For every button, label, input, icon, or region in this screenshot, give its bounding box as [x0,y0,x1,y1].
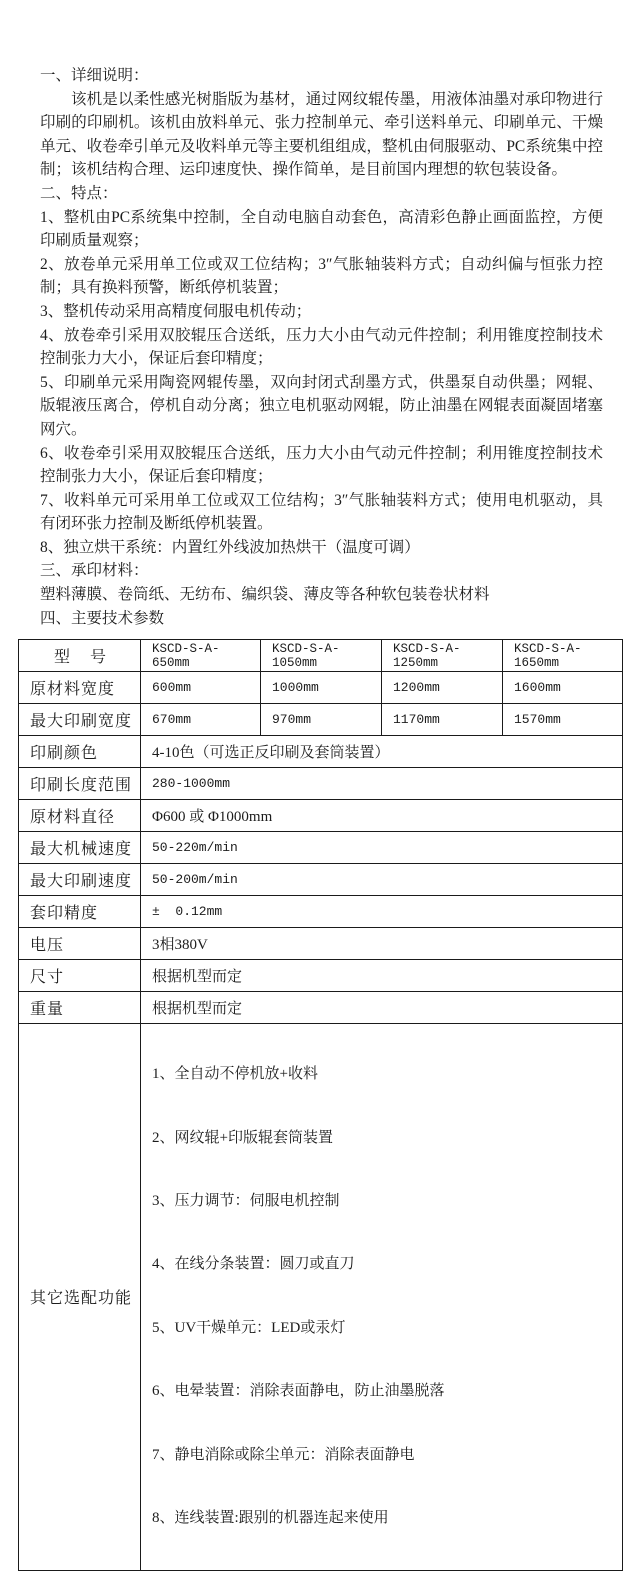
value-cell: 1000mm [261,672,382,704]
row-label: 印刷颜色 [19,736,141,768]
row-label: 其它选配功能 [19,1024,141,1570]
value-cell: Φ600 或 Φ1000mm [141,800,623,832]
feature-item-7: 7、收料单元可采用单工位或双工位结构；3″气胀轴装料方式；使用电机驱动，具有闭环张力控制及断纸停机装置。 [40,491,603,533]
model-cell-4: KSCD-S-A-1650mm [503,640,623,672]
row-label: 原材料宽度 [19,672,141,704]
document-body [40,64,603,630]
value-cell: 4-10色（可选正反印刷及套筒装置） [141,736,623,768]
table-row-print-length [19,768,623,800]
option-item-8: 8、连线装置:跟别的机器连起来使用 [152,1510,389,1527]
feature-item-8: 8、独立烘干系统：内置红外线波加热烘干（温度可调） [40,538,420,556]
option-item-4: 4、在线分条装置：圆刀或直刀 [152,1256,355,1273]
spec-table [18,639,623,1570]
feature-item-3: 3、整机传动采用高精度伺服电机传动； [40,302,312,320]
table-row-max-print-speed [19,864,623,896]
value-cell: 根据机型而定 [141,992,623,1024]
row-label: 尺寸 [19,960,141,992]
row-label: 最大印刷宽度 [19,704,141,736]
table-header-row [19,640,623,672]
section-4-heading: 四、主要技术参数 [40,609,165,627]
feature-item-6: 6、收卷牵引采用双胶辊压合送纸，压力大小由气动元件控制；利用锥度控制技术控制张力大小，保证后套印精度； [40,444,603,486]
row-label: 电压 [19,928,141,960]
feature-item-4: 4、放卷牵引采用双胶辊压合送纸，压力大小由气动元件控制；利用锥度控制技术控制张力大小，保证后套印精度； [40,326,603,368]
options-cell [141,1024,623,1570]
section-1-heading: 一、详细说明： [40,67,149,84]
value-cell: 根据机型而定 [141,960,623,992]
row-label: 最大机械速度 [19,832,141,864]
model-cell-2: KSCD-S-A-1050mm [261,640,382,672]
value-cell: 600mm [141,672,261,704]
table-row-material-diameter [19,800,623,832]
option-item-2: 2、网纹辊+印版辊套筒装置 [152,1129,333,1146]
value-cell: 50-200m/min [141,864,623,896]
table-row-dimensions [19,960,623,992]
row-label: 最大印刷速度 [19,864,141,896]
materials-paragraph: 塑料薄膜、卷筒纸、无纺布、编织袋、薄皮等各种软包装卷状材料 [40,586,490,604]
section-3-heading: 三、承印材料： [40,562,149,580]
option-item-1: 1、全自动不停机放+收料 [152,1066,318,1083]
row-label: 印刷长度范围 [19,768,141,800]
feature-item-2: 2、放卷单元采用单工位或双工位结构；3″气胀轴装料方式；自动纠偏与恒张力控制；具有换料预警，断纸停机装置； [40,255,603,297]
option-item-6: 6、电晕装置：消除表面静电，防止油墨脱落 [152,1383,445,1400]
value-cell: 280-1000mm [141,768,623,800]
value-cell: 3相380V [141,928,623,960]
option-item-5: 5、UV干燥单元：LED或汞灯 [152,1319,346,1336]
feature-item-1: 1、整机由PC系统集中控制，全自动电脑自动套色，高清彩色静止画面监控，方便印刷质量观察； [40,208,603,250]
value-cell: ± 0.12mm [141,896,623,928]
row-label: 套印精度 [19,896,141,928]
option-item-7: 7、静电消除或除尘单元：消除表面静电 [152,1446,415,1463]
model-cell-3: KSCD-S-A-1250mm [382,640,503,672]
table-row-weight [19,992,623,1024]
value-cell: 1570mm [503,704,623,736]
table-row-print-width [19,704,623,736]
model-label-cell: 型 号 [19,640,141,672]
value-cell: 1200mm [382,672,503,704]
table-row-register-accuracy [19,896,623,928]
value-cell: 1170mm [382,704,503,736]
model-cell-1: KSCD-S-A-650mm [141,640,261,672]
intro-paragraph: 该机是以柔性感光树脂版为基材，通过网纹辊传墨，用液体油墨对承印物进行印刷的印刷机。该机由放料单元、张力控制单元、牵引送料单元、印刷单元、干燥单元、收卷牵引单元及收料单元等主要机组组成，整机由伺服驱动、PC系统集中控制；该机结构合理、运印速度快、操作简单，是目前国内理想的软包装设备。 [40,90,603,179]
value-cell: 1600mm [503,672,623,704]
table-row-options [19,1024,623,1570]
section-2-heading: 二、特点： [40,184,118,202]
value-cell: 670mm [141,704,261,736]
table-row-max-mech-speed [19,832,623,864]
table-row-print-colors [19,736,623,768]
option-item-3: 3、压力调节：伺服电机控制 [152,1193,340,1210]
feature-item-5: 5、印刷单元采用陶瓷网辊传墨，双向封闭式刮墨方式，供墨泵自动供墨；网辊、版辊液压离合，停机自动分离；独立电机驱动网辊，防止油墨在网辊表面凝固堵塞网穴。 [40,373,603,438]
value-cell: 50-220m/min [141,832,623,864]
row-label: 原材料直径 [19,800,141,832]
value-cell: 970mm [261,704,382,736]
table-row-voltage [19,928,623,960]
table-row-material-width [19,672,623,704]
row-label: 重量 [19,992,141,1024]
